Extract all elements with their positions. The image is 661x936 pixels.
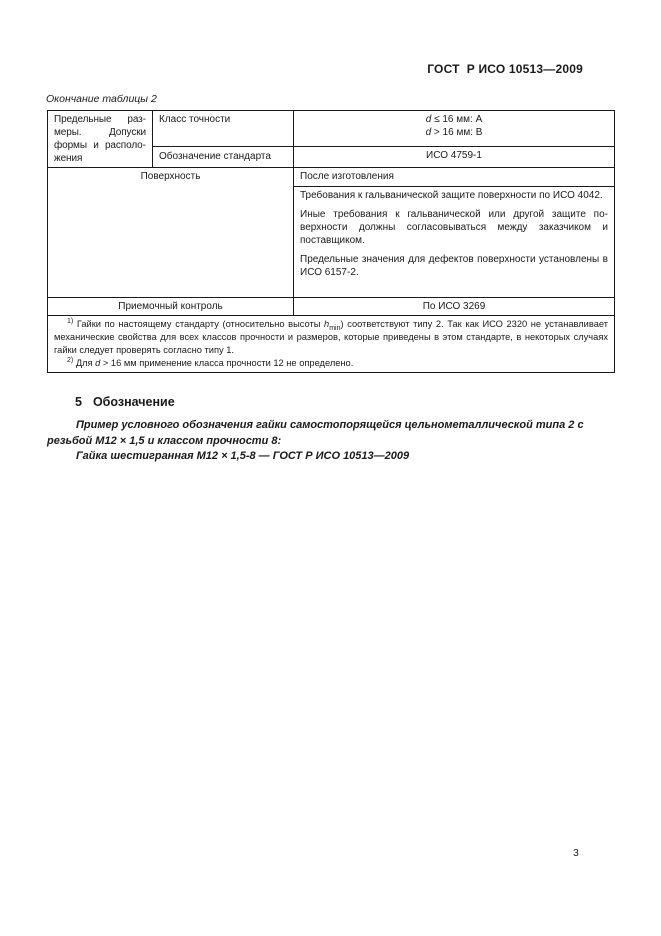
specification-table xyxy=(47,110,615,373)
cell-accuracy-class-value xyxy=(294,111,615,147)
diameter-symbol: d xyxy=(425,127,432,138)
designation-example-block xyxy=(47,418,615,465)
surface-requirement-3: Предельные значения для дефектов поверхности установлены в ИСО 6157-2. xyxy=(300,254,608,278)
designation-text: Гайка шестигранная М12 × 1,5-8 — ГОСТ Р ИСО 10513—2009 xyxy=(76,450,410,462)
table-row xyxy=(48,111,615,147)
example-intro-line-1: Пример условного обозначения гайки самостопорящейся цельнометаллической типа 2 с xyxy=(76,419,584,431)
page-number: 3 xyxy=(573,847,579,859)
diameter-symbol: d xyxy=(95,358,101,368)
surface-requirement-1: Требования к гальванической защите поверхности по ИСО 4042. xyxy=(300,190,603,201)
accuracy-value-text-1: ≤ 16 мм: А xyxy=(431,114,483,125)
diameter-symbol: d xyxy=(425,114,432,125)
height-symbol: h xyxy=(324,319,330,329)
footnote-2-text-before: Для xyxy=(73,358,96,368)
section-heading xyxy=(75,395,175,409)
footnote-2-text-after: > 16 мм применение класса прочности 12 не определено. xyxy=(100,358,354,368)
footnote-1 xyxy=(54,318,608,357)
cell-acceptance-value: По ИСО 3269 xyxy=(294,298,615,316)
accuracy-value-text-2: > 16 мм: В xyxy=(431,127,483,138)
section-number: 5 xyxy=(75,395,82,409)
table-caption: Окончание таблицы 2 xyxy=(46,93,157,105)
footnote-2 xyxy=(54,357,608,370)
footnote-1-marker: 1) xyxy=(67,317,74,325)
section-title: Обозначение xyxy=(92,395,175,409)
cell-standard-value: ИСО 4759-1 xyxy=(294,147,615,168)
table-row xyxy=(48,168,615,187)
cell-accuracy-class-label: Класс точности xyxy=(153,111,294,147)
footnote-1-text-before: Гайки по настоящему стандарту (относительно высоты xyxy=(73,319,325,329)
footnote-2-marker: 2) xyxy=(67,356,74,364)
footnote-1-text-after: ) соответствуют типу 2. Так как ИСО 2320 не устанавливает механические свойства для всех классов прочности и размеров, которые приведены в этом стандарте, в некоторых случаях гайки следует проверять согласно типу 1. xyxy=(54,319,608,355)
cell-surface-label: Поверхность xyxy=(48,168,294,298)
cell-standard-label: Обозначение стандарта xyxy=(153,147,294,168)
accuracy-value-line-1 xyxy=(300,113,608,126)
cell-limits-label: Предельные размеры. Допуски формы и расположения xyxy=(48,111,153,168)
document-header: ГОСТ Р ИСО 10513—2009 xyxy=(427,62,583,76)
cell-surface-requirements xyxy=(294,187,615,298)
table-row xyxy=(48,298,615,316)
example-intro-line-2: резьбой М12 × 1,5 и классом прочности 8: xyxy=(47,434,282,447)
cell-acceptance-label: Приемочный контроль xyxy=(48,298,294,316)
height-subscript: min xyxy=(329,324,341,332)
cell-after-manufacture: После изготовления xyxy=(294,168,615,187)
cell-footnotes xyxy=(48,316,615,373)
table-row xyxy=(48,316,615,373)
accuracy-value-line-2 xyxy=(300,126,608,139)
surface-requirement-2: Иные требования к гальванической или другой защите поверхности должны согласовываться между заказчиком и поставщиком. xyxy=(300,209,608,246)
